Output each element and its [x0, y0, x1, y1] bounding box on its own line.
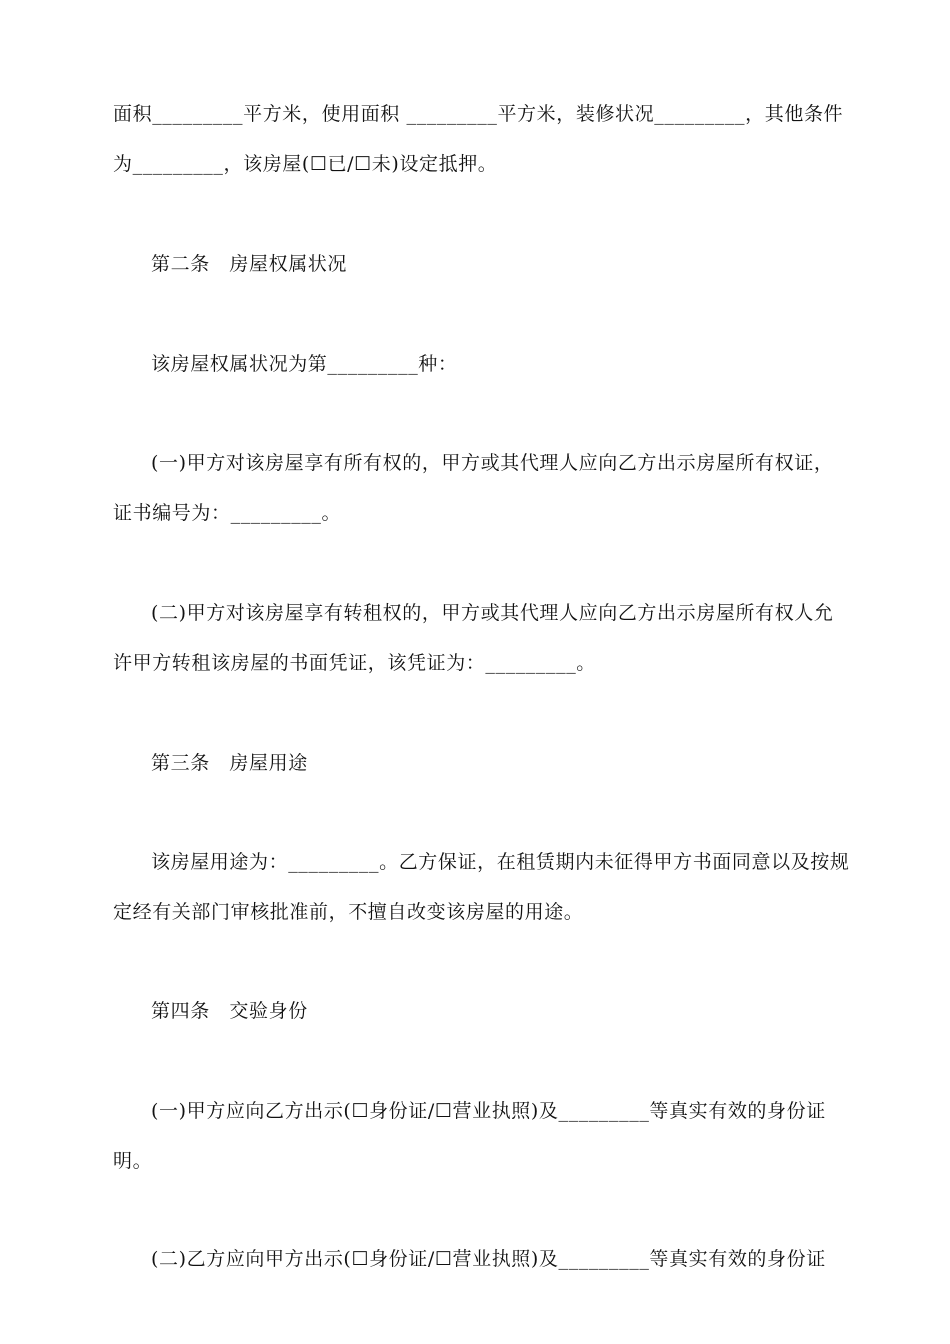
article-3-heading: 第三条 房屋用途: [151, 752, 308, 774]
clause-4-1-line-2: 明。: [113, 1150, 153, 1172]
clause-2-2-line-2: 许甲方转租该房屋的书面凭证，该凭证为：_________。: [113, 652, 596, 674]
clause-2-1-line-2: 证书编号为：_________。: [113, 502, 342, 524]
clause-4-2-line-1: (二)乙方应向甲方出示(☐身份证/☐营业执照)及_________等真实有效的身份证: [151, 1248, 826, 1270]
paragraph-area-line-1: 面积_________平方米，使用面积 _________平方米，装修状况_________，其他条件: [113, 103, 844, 125]
clause-4-1-line-1: (一)甲方应向乙方出示(☐身份证/☐营业执照)及_________等真实有效的身份证: [151, 1100, 826, 1122]
usage-line-2: 定经有关部门审核批准前，不擅自改变该房屋的用途。: [113, 901, 584, 923]
ownership-type-line: 该房屋权属状况为第_________种：: [151, 353, 458, 375]
clause-2-1-line-1: (一)甲方对该房屋享有所有权的，甲方或其代理人应向乙方出示房屋所有权证，: [151, 452, 834, 474]
usage-line-1: 该房屋用途为：_________。乙方保证，在租赁期内未征得甲方书面同意以及按规: [151, 851, 850, 873]
paragraph-area-line-2: 为_________，该房屋(☐已/☐未)设定抵押。: [113, 153, 498, 175]
clause-2-2-line-1: (二)甲方对该房屋享有转租权的，甲方或其代理人应向乙方出示房屋所有权人允: [151, 602, 834, 624]
article-4-heading: 第四条 交验身份: [151, 1000, 308, 1022]
article-2-heading: 第二条 房屋权属状况: [151, 253, 348, 275]
